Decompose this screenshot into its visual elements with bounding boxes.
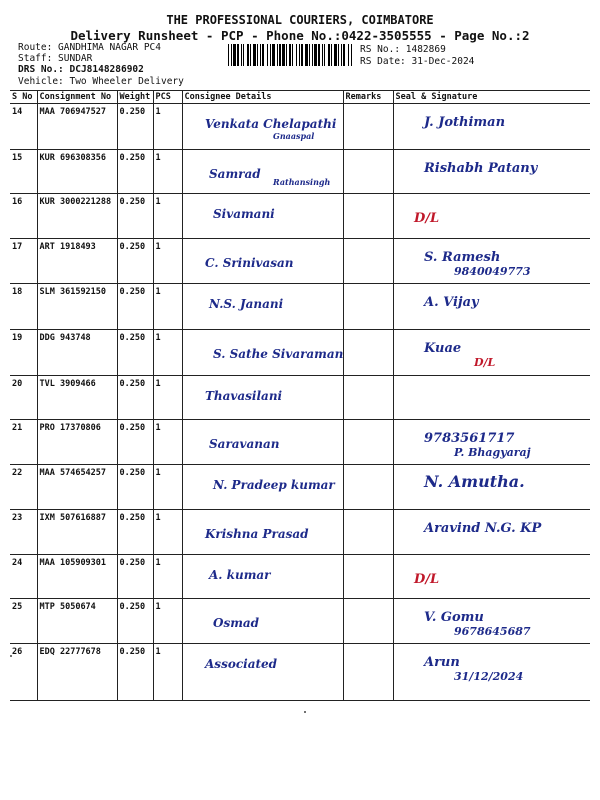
cell-weight: 0.250 [117, 599, 153, 644]
cell-consignee [182, 239, 343, 284]
cell-consignment: TVL 3909466 [37, 376, 117, 420]
column-header: Seal & Signature [393, 91, 590, 104]
cell-consignee [182, 644, 343, 701]
cell-remarks [343, 194, 393, 239]
consignee-name: Sivamani [212, 207, 275, 221]
signature-note: 9840049773 [453, 265, 531, 278]
cell-sno: 17 [10, 239, 37, 284]
cell-remarks [343, 104, 393, 150]
signature-text: N. Amutha. [423, 472, 525, 491]
table-row [10, 239, 590, 284]
cell-sno: 26 [10, 644, 37, 701]
runsheet-subtitle: Delivery Runsheet - PCP - Phone No.:0422-3505555 - Page No.:2 [70, 28, 530, 43]
cell-consignment: MTP 5050674 [37, 599, 117, 644]
cell-consignment: MAA 706947527 [37, 104, 117, 150]
table-row [10, 284, 590, 330]
table-row [10, 599, 590, 644]
cell-signature [393, 104, 590, 150]
cell-consignee [182, 150, 343, 194]
rs-number: RS No.: 1482869 [360, 44, 446, 55]
table-row [10, 555, 590, 599]
cell-consignment: MAA 574654257 [37, 465, 117, 510]
cell-weight: 0.250 [117, 376, 153, 420]
cell-pcs: 1 [153, 555, 182, 599]
cell-weight: 0.250 [117, 510, 153, 555]
consignee-note: Gnaaspal [272, 131, 314, 141]
table-row [10, 420, 590, 465]
cell-consignee [182, 420, 343, 465]
cell-remarks [343, 599, 393, 644]
table-row [10, 104, 590, 150]
consignee-name: Osmad [212, 616, 259, 630]
signature-text: J. Jothiman [423, 115, 505, 130]
cell-sno: 16 [10, 194, 37, 239]
table-row [10, 510, 590, 555]
column-header: PCS [153, 91, 182, 104]
column-header: Weight [117, 91, 153, 104]
cell-signature [393, 239, 590, 284]
consignee-name: N.S. Janani [208, 297, 283, 311]
cell-weight: 0.250 [117, 465, 153, 510]
signature-text: Arun [423, 655, 460, 670]
scan-speck [304, 711, 306, 713]
cell-sno: 25 [10, 599, 37, 644]
consignee-name: S. Sathe Sivaraman [212, 347, 343, 361]
cell-pcs: 1 [153, 376, 182, 420]
consignee-name: A. kumar [208, 568, 270, 582]
cell-weight: 0.250 [117, 239, 153, 284]
table-row [10, 644, 590, 701]
signature-note: 31/12/2024 [453, 670, 523, 683]
cell-consignment: SLM 361592150 [37, 284, 117, 330]
cell-pcs: 1 [153, 644, 182, 701]
cell-remarks [343, 239, 393, 284]
cell-sno: 24 [10, 555, 37, 599]
table-row [10, 150, 590, 194]
cell-weight: 0.250 [117, 284, 153, 330]
signature-note: P. Bhagyaraj [453, 446, 531, 459]
cell-consignment: MAA 105909301 [37, 555, 117, 599]
cell-remarks [343, 150, 393, 194]
cell-consignment: KUR 696308356 [37, 150, 117, 194]
staff-label: Staff: SUNDAR [18, 53, 93, 64]
cell-signature [393, 150, 590, 194]
cell-consignee [182, 599, 343, 644]
cell-consignment: PRO 17370806 [37, 420, 117, 465]
cell-consignee [182, 555, 343, 599]
cell-weight: 0.250 [117, 194, 153, 239]
cell-pcs: 1 [153, 239, 182, 284]
table-row [10, 465, 590, 510]
consignee-note: Rathansingh [272, 177, 330, 187]
consignee-name: Krishna Prasad [204, 527, 309, 541]
barcode-image [228, 44, 354, 66]
route-label: Route: GANDHIMA NAGAR PC4 [18, 42, 161, 53]
scan-speck [10, 655, 12, 657]
cell-consignee [182, 510, 343, 555]
cell-signature [393, 644, 590, 701]
cell-signature [393, 330, 590, 376]
runsheet-table [10, 90, 590, 701]
drs-label: DRS No.: [18, 64, 64, 75]
cell-signature [393, 376, 590, 420]
consignee-name: Associated [204, 657, 277, 671]
consignee-name: Saravanan [208, 437, 280, 451]
consignee-name: C. Srinivasan [204, 256, 294, 270]
cell-signature [393, 284, 590, 330]
cell-consignee [182, 465, 343, 510]
signature-note: 9678645687 [453, 625, 531, 638]
cell-pcs: 1 [153, 465, 182, 510]
cell-pcs: 1 [153, 194, 182, 239]
cell-consignee [182, 194, 343, 239]
cell-consignment: KUR 3000221288 [37, 194, 117, 239]
cell-remarks [343, 555, 393, 599]
cell-weight: 0.250 [117, 150, 153, 194]
cell-consignee [182, 376, 343, 420]
cell-pcs: 1 [153, 284, 182, 330]
cell-sno: 14 [10, 104, 37, 150]
column-header: Remarks [343, 91, 393, 104]
cell-sno: 15 [10, 150, 37, 194]
cell-consignee [182, 104, 343, 150]
signature-text: Kuae [423, 341, 461, 356]
column-header: S No [10, 91, 37, 104]
signature-text: Rishabh Patany [423, 161, 537, 176]
cell-weight: 0.250 [117, 420, 153, 465]
table-row [10, 330, 590, 376]
cell-sno: 19 [10, 330, 37, 376]
signature-text: Aravind N.G. KP [423, 521, 541, 536]
signature-text: A. Vijay [423, 295, 479, 310]
cell-consignment: ART 1918493 [37, 239, 117, 284]
signature-note: D/L [473, 356, 495, 369]
consignee-name: Venkata Chelapathi [204, 117, 336, 131]
cell-pcs: 1 [153, 510, 182, 555]
cell-consignment: EDQ 22777678 [37, 644, 117, 701]
cell-weight: 0.250 [117, 104, 153, 150]
cell-sno: 22 [10, 465, 37, 510]
cell-consignee [182, 284, 343, 330]
rs-date: RS Date: 31-Dec-2024 [360, 56, 475, 67]
consignee-name: Samrad [208, 167, 261, 181]
cell-remarks [343, 284, 393, 330]
cell-signature [393, 599, 590, 644]
table-header-row [10, 91, 590, 104]
cell-signature [393, 194, 590, 239]
signature-text: D/L [413, 211, 439, 226]
cell-weight: 0.250 [117, 330, 153, 376]
signature-text: S. Ramesh [423, 250, 500, 265]
cell-signature [393, 555, 590, 599]
cell-consignment: IXM 507616887 [37, 510, 117, 555]
cell-remarks [343, 465, 393, 510]
cell-pcs: 1 [153, 150, 182, 194]
cell-pcs: 1 [153, 599, 182, 644]
cell-remarks [343, 510, 393, 555]
cell-remarks [343, 644, 393, 701]
cell-remarks [343, 420, 393, 465]
signature-text: 9783561717 [423, 431, 514, 446]
signature-text: V. Gomu [423, 610, 484, 625]
column-header: Consignee Details [182, 91, 343, 104]
cell-pcs: 1 [153, 330, 182, 376]
drs-value: DCJ8148286902 [69, 64, 144, 75]
table-row [10, 194, 590, 239]
cell-pcs: 1 [153, 104, 182, 150]
cell-pcs: 1 [153, 420, 182, 465]
cell-signature [393, 510, 590, 555]
consignee-name: N. Pradeep kumar [212, 478, 335, 492]
cell-signature [393, 465, 590, 510]
drs-number [18, 64, 144, 75]
cell-sno: 18 [10, 284, 37, 330]
cell-weight: 0.250 [117, 644, 153, 701]
cell-consignee [182, 330, 343, 376]
company-title: THE PROFESSIONAL COURIERS, COIMBATORE [166, 13, 434, 27]
consignee-name: Thavasilani [204, 389, 282, 403]
table-row [10, 376, 590, 420]
cell-remarks [343, 376, 393, 420]
cell-signature [393, 420, 590, 465]
cell-sno: 21 [10, 420, 37, 465]
signature-text: D/L [413, 572, 439, 587]
column-header: Consignment No [37, 91, 117, 104]
vehicle-label: Vehicle: Two Wheeler Delivery [18, 76, 184, 87]
cell-sno: 20 [10, 376, 37, 420]
cell-sno: 23 [10, 510, 37, 555]
cell-weight: 0.250 [117, 555, 153, 599]
cell-remarks [343, 330, 393, 376]
cell-consignment: DDG 943748 [37, 330, 117, 376]
